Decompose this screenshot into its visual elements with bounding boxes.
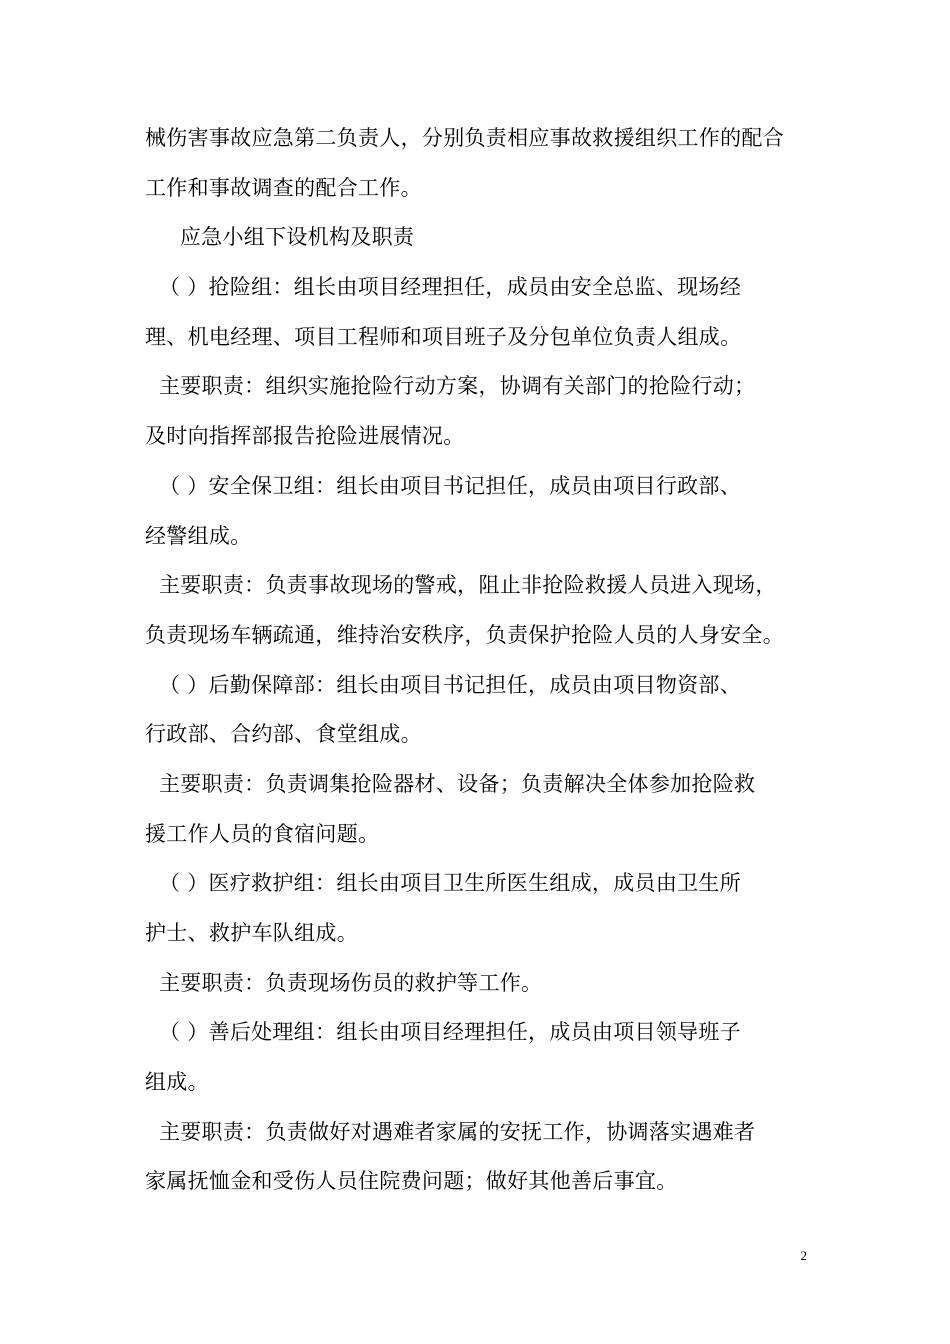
text-line: 械伤害事故应急第二负责人，分别负责相应事故救援组织工作的配合 xyxy=(145,126,784,150)
text-line: 负责现场车辆疏通，维持治安秩序，负责保护抢险人员的人身安全。 xyxy=(145,622,784,647)
text-line: 主要职责：组织实施抢险行动方案，协调有关部门的抢险行动； xyxy=(145,374,756,399)
text-line: （ ）善后处理组：组长由项目经理担任，成员由项目领导班子 xyxy=(145,1020,742,1045)
text-line: 工作和事故调查的配合工作。 xyxy=(145,175,422,200)
text-line: （ ）医疗救护组：组长由项目卫生所医生组成，成员由卫生所 xyxy=(145,871,742,896)
text-line: 主要职责：负责事故现场的警戒，阻止非抢险救援人员进入现场， xyxy=(145,573,777,598)
text-line: 家属抚恤金和受伤人员住院费问题；做好其他善后事宜。 xyxy=(145,1169,678,1194)
text-line: 援工作人员的食宿问题。 xyxy=(145,821,380,846)
text-line: 理、机电经理、项目工程师和项目班子及分包单位负责人组成。 xyxy=(145,324,742,349)
body-text xyxy=(145,114,825,1207)
text-line: 及时向指挥部报告抢险进展情况。 xyxy=(145,424,465,449)
text-line: 护士、救护车队组成。 xyxy=(145,921,358,945)
page-number: 2 xyxy=(800,1248,807,1263)
text-line: （ ）后勤保障部：组长由项目书记担任，成员由项目物资部、 xyxy=(145,672,742,697)
text-line: 经警组成。 xyxy=(145,523,252,548)
text-line: 主要职责：负责做好对遇难者家属的安抚工作，协调落实遇难者 xyxy=(145,1119,756,1144)
text-line: 行政部、合约部、食堂组成。 xyxy=(145,722,422,747)
text-line: 组成。 xyxy=(145,1070,209,1095)
text-line: （ ）安全保卫组：组长由项目书记担任，成员由项目行政部、 xyxy=(145,473,742,498)
text-line: 主要职责：负责现场伤员的救护等工作。 xyxy=(145,970,543,995)
text-line: 主要职责：负责调集抢险器材、设备；负责解决全体参加抢险救 xyxy=(145,771,756,796)
section-heading: 应急小组下设机构及职责 xyxy=(145,225,415,250)
text-line: （ ）抢险组：组长由项目经理担任，成员由安全总监、现场经 xyxy=(145,275,742,300)
